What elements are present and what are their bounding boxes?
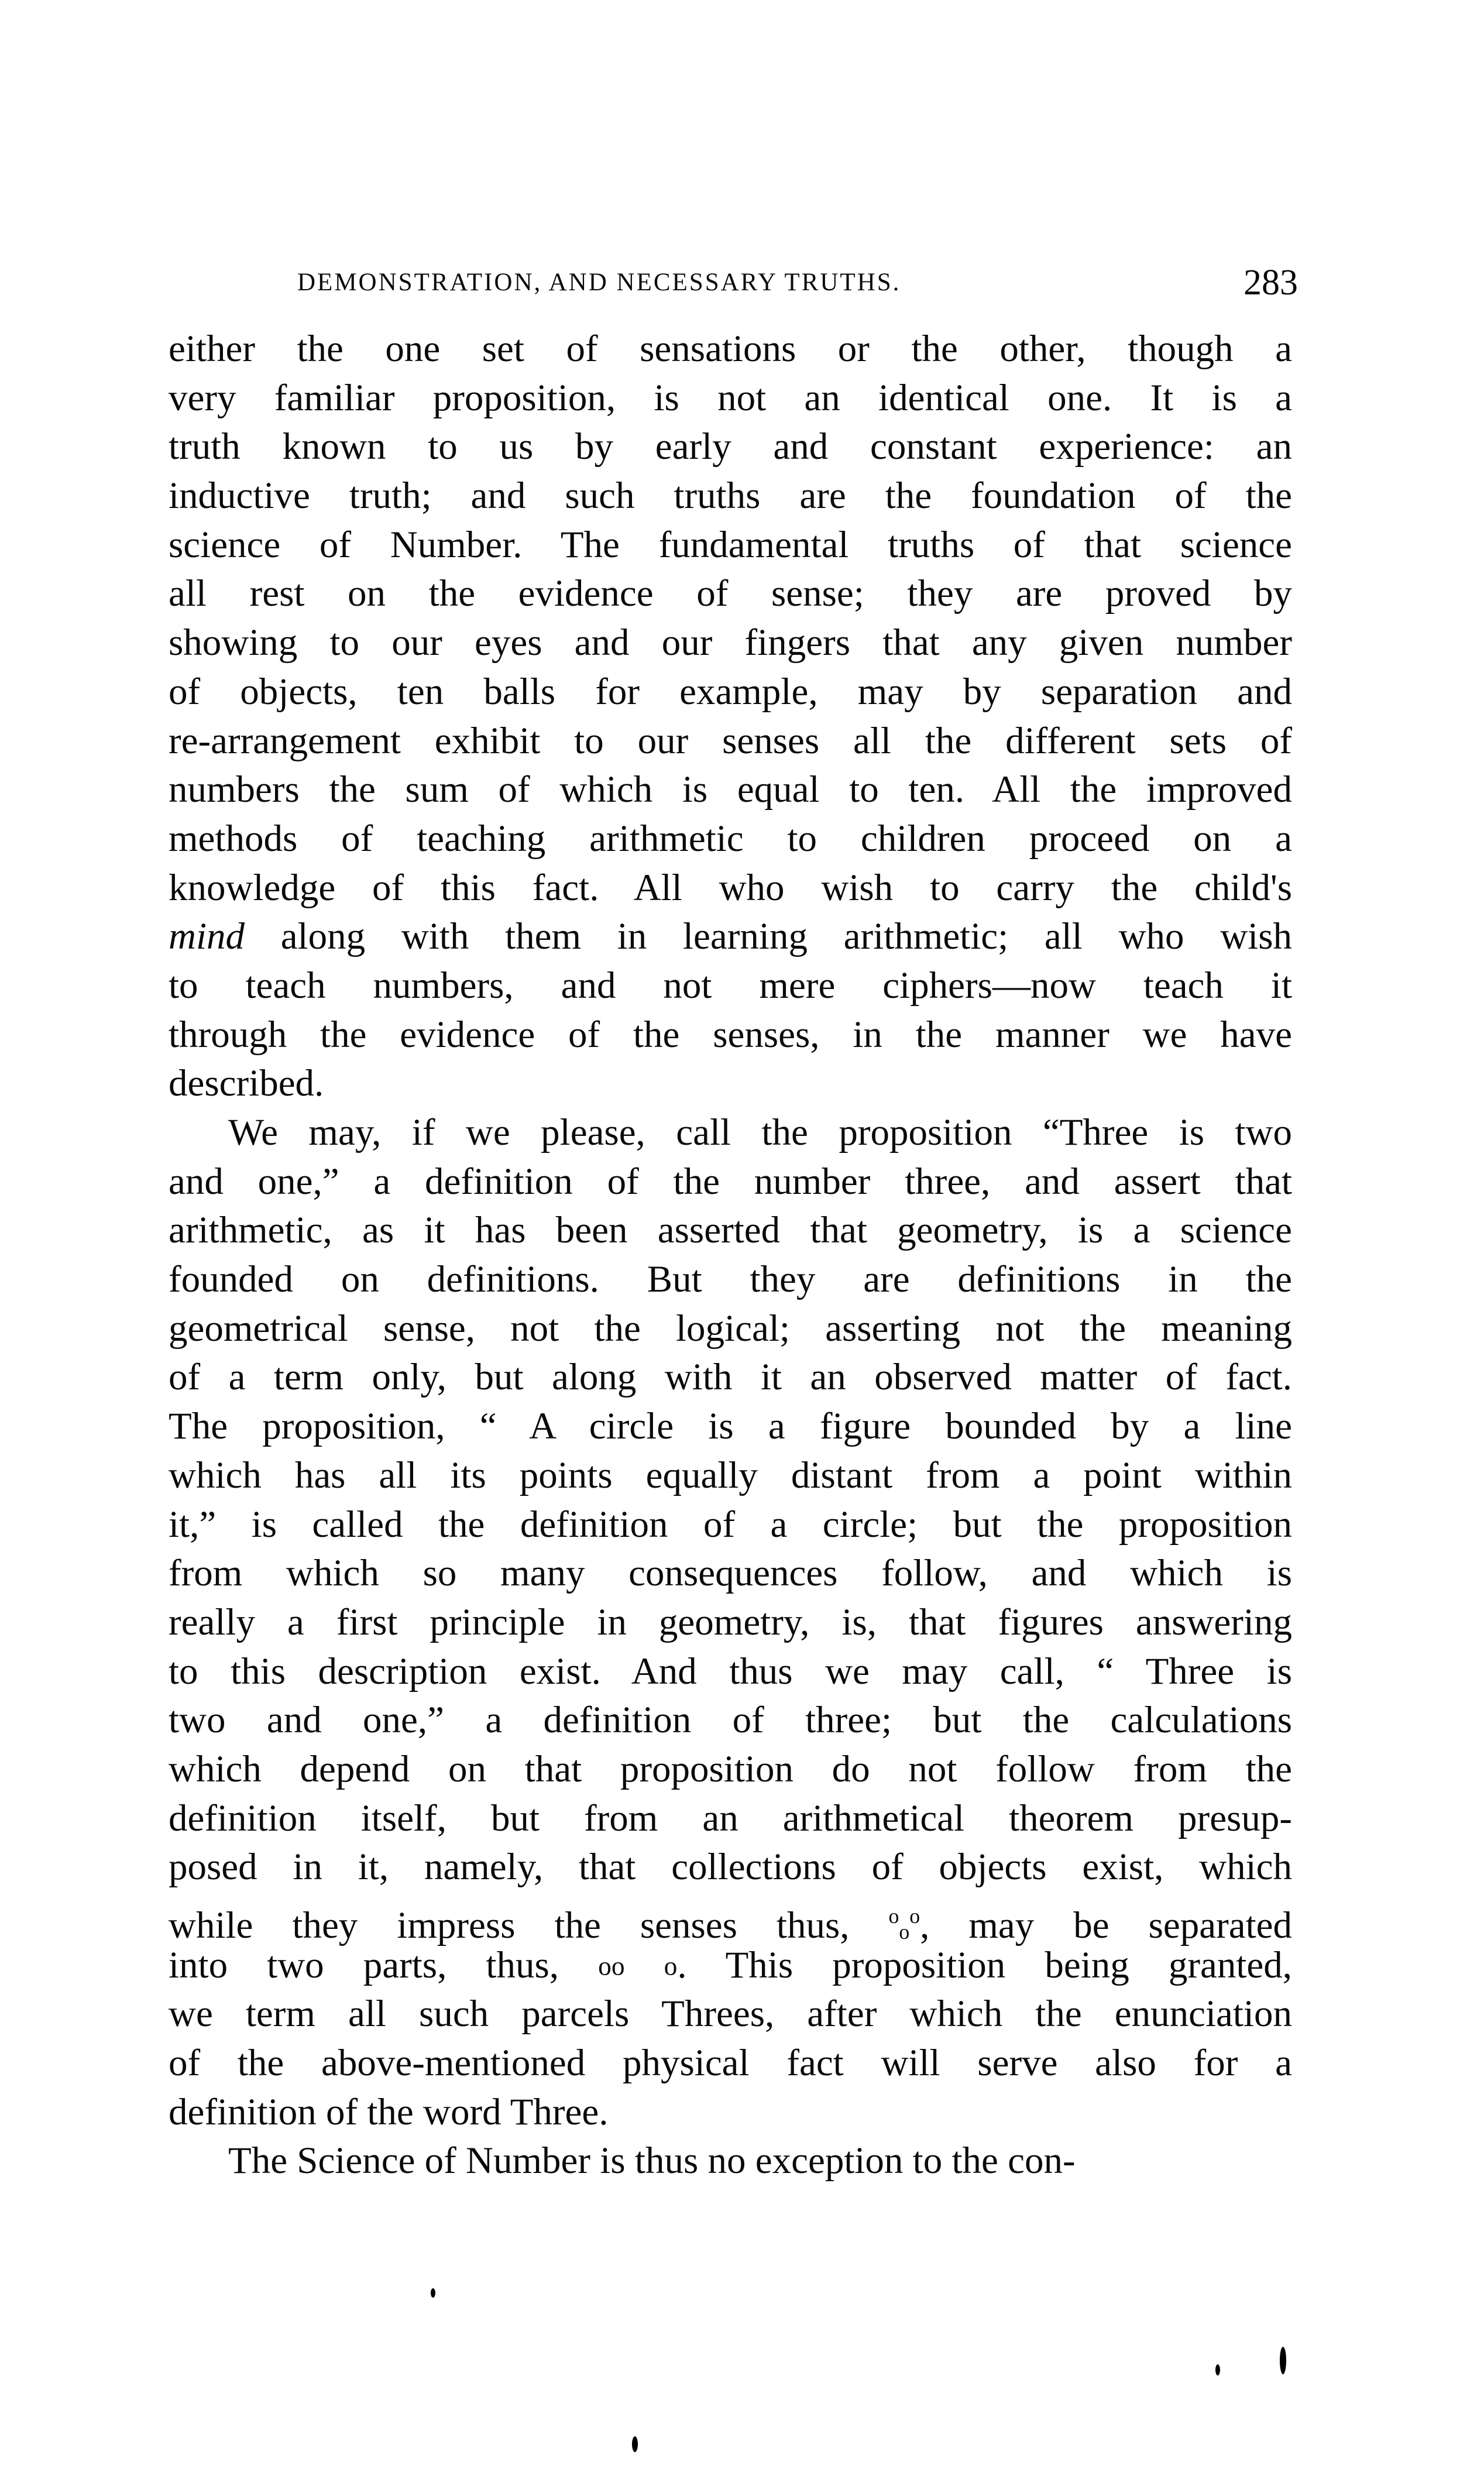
page-number: 283 [1243,263,1298,303]
text-line: of objects, ten balls for example, may by separation and [169,670,1292,713]
text-line: described. [169,1062,324,1105]
text-line: showing to our eyes and our fingers that any given number [169,622,1292,664]
text-line: arithmetic, as it has been asserted that geometry, is a science [169,1209,1292,1252]
paragraph-2 [169,1108,1292,2137]
text-line: through the evidence of the senses, in the manner we have [169,1013,1292,1056]
text-line: numbers the sum of which is equal to ten. All the improved [169,768,1292,811]
text-line: The Science of Number is thus no exception to the con- [228,2140,1076,2182]
text-line: The proposition, “ A circle is a figure bounded by a line [169,1405,1292,1448]
text-line: very familiar proposition, is not an identical one. It is a [169,376,1292,419]
text-line [169,912,1292,962]
text-line: we term all such parcels Threes, after which the enunciation [169,1993,1292,2035]
text-line: from which so many consequences follow, and which is [169,1552,1292,1595]
text-line [169,1892,1292,1947]
running-title: DEMONSTRATION, AND NECESSARY TRUTHS. [297,269,901,296]
text-line: posed in it, namely, that collections of objects exist, which [169,1846,1292,1889]
text-line: it,” is called the definition of a circle; but the proposition [169,1503,1292,1546]
text-fragment: . This proposition being granted, [677,1944,1293,1986]
triangle-glyph-bottom: o [899,1920,910,1944]
text-line: definition of the word Three. [169,2090,609,2133]
text-line: all rest on the evidence of sense; they are proved by [169,572,1292,615]
text-line: inductive truth; and such truths are the foundation of the [169,475,1292,517]
text-line: truth known to us by early and constant experience: an [169,425,1292,468]
text-line: and one,” a definition of the number three, and assert that [169,1160,1292,1203]
text-fragment: while they impress the senses thus, [169,1904,889,1947]
paragraph-3 [169,2137,1292,2186]
text-line: to this description exist. And thus we may call, “ Three is [169,1650,1292,1692]
text-line: founded on definitions. But they are definitions in the [169,1258,1292,1301]
paragraph-1 [169,325,1292,1108]
text-line: We may, if we please, call the proposition “Three is two [228,1111,1292,1153]
scan-speck [632,2436,638,2452]
text-line: science of Number. The fundamental truths of that science [169,523,1292,566]
text-line: two and one,” a definition of three; but the calculations [169,1699,1292,1742]
text-line: either the one set of sensations or the other, though a [169,328,1292,370]
text-line: of a term only, but along with it an observed matter of fact. [169,1356,1292,1399]
text-line: knowledge of this fact. All who wish to carry the child's [169,866,1292,909]
text-line: really a first principle in geometry, is, that figures answering [169,1601,1292,1643]
text-line: geometrical sense, not the logical; asserting not the meaning [169,1307,1292,1350]
scan-speck [1215,2364,1220,2375]
text-line: which has all its points equally distant from a point within [169,1454,1292,1496]
text-line [169,1941,1292,1990]
running-head [297,262,1298,303]
text-line: which depend on that proposition do not follow from the [169,1748,1292,1790]
text-fragment: , may be separated [920,1904,1292,1947]
scan-speck [1280,2347,1286,2374]
text-line: to teach numbers, and not mere ciphers—now teach it [169,964,1292,1007]
scan-speck [431,2288,435,2298]
text-fragment: into two parts, thus, [169,1944,599,1986]
triangle-glyph-top-right: o [909,1904,920,1928]
single-glyph: o [664,1951,678,1981]
pair-glyph: oo [598,1951,625,1981]
text-line: definition itself, but from an arithmetical theorem presup- [169,1797,1292,1839]
italic-word: mind [169,915,245,958]
text-line: methods of teaching arithmetic to children proceed on a [169,817,1292,860]
text-line: of the above-mentioned physical fact will serve also for a [169,2042,1292,2085]
body-text [169,325,1292,2186]
text-line: re-arrangement exhibit to our senses all the different sets of [169,719,1292,762]
triangle-glyph-top-left: o [888,1904,899,1928]
text-fragment: along with them in learning arithmetic; all who wish [280,915,1293,958]
